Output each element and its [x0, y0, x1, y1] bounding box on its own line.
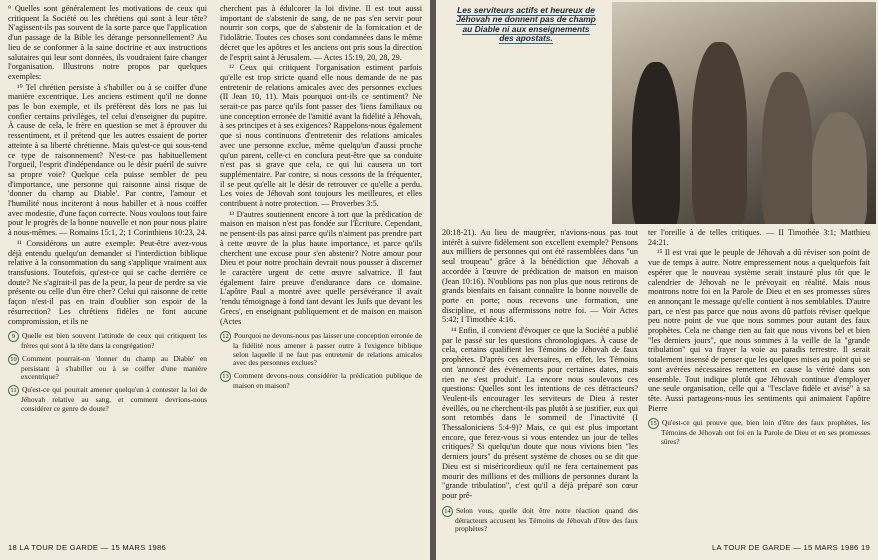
paragraph-14: ¹⁴ Enfin, il convient d'évoquer ce que la Société a publié par le passé sur les questions chronologiques. À cause de cela, certains qualifient les Témoins de Jéhovah de faux prophètes. D'après ces adversaires, en effet, les Témoins ont 'annoncé des événements pour certaines dates, mais rien ne s'est produit'. La encore nous soulevons ces questions: Quelles sont les intentions de ces détracteurs? Veulent-ils encourager les serviteurs de Dieu à rester éveillés, ou ne cherchent-ils pas plutôt à se justifier, eux qui sont retombés dans le sommeil de l'inactivité (I Thessaloniciens 5:4-9)? Mais, ce qui est plus important encore, que ferez-vous si vous entendez un jour de telles critiques? Si quelqu'un doute que nous vivions bien "les derniers jours" du présent système de choses ou se dit que Dieu est si miséricordieux qu'il ne fera certainement pas mourir des millions et des millions de personnes durant la "grande tribulation", c'est qu'il a déjà préparé son cœur pour prê-	[442, 326, 638, 500]
question-number: 10	[8, 354, 19, 365]
question-number: 11	[8, 385, 19, 396]
right-page	[436, 0, 878, 560]
paragraph-13-cont: 20:18-21). Au lieu de maugréer, n'avions-nous pas tout intérêt à suivre fidèlement son excellent exemple? Pensons aux milliers de personnes qui ont été rassemblées dans "un seul troupeau" grâce à la bénédiction que Jéhovah a accordée à l'œuvre de prédication de maison en maison (Jean 10:16). N'oublions pas non plus que nous retirons de grands bienfaits en faisant connaître la bonne nouvelle de porte en porte; nous recevons une formation, une discipline, et nous affermissons notre foi. — Voir Actes 5:42; I Timothée 4:16.	[442, 228, 638, 325]
question-item	[8, 385, 207, 413]
question-text: Qu'est-ce qui pourrait amener quelqu'un à contester la loi de Jéhovah relative au sang, et comment devrions-nous considérer ce genre de doute?	[21, 384, 207, 413]
person-figure	[632, 62, 680, 224]
question-text: Quelle est bien souvent l'attitude de ceux qui critiquent les frères qui sont à la tête dans la congrégation?	[21, 331, 207, 351]
person-figure	[692, 42, 747, 224]
questions-block	[648, 418, 870, 446]
paragraph-10: ¹⁰ Tel chrétien persiste à s'habiller ou à se coiffer d'une manière excentrique. Les anciens estiment qu'il ne donne pas le bon exemple, et ils préfèrent dès lors ne pas lui confier certains privilèges, tel celui d'enseigner du pupitre. À cause de cela, le frère en question se met à éprouver du ressentiment, et il prétend que les autres essaient de porter atteinte à sa liberté chrétienne. Mais qu'est-ce qui sous-tend ce type de raisonnement? N'est-ce pas habituellement l'orgueil, l'esprit d'indépendance ou le désir puéril de suivre sa propre voie? Quelque cela puisse sembler de peu d'importance, une personne qui raisonne ainsi risque de 'donner du champ au Diable'. Par contre, l'amour et l'humilité nous inciteront à nous habiller et à nous coiffer avec modestie, d'une façon correcte. Nous voulons tout faire pour le progrès de la bonne nouvelle et non pour nous plaire à nous-mêmes. — Romains 15:1, 2; 1 Corinthiens 10:23, 24.	[8, 82, 207, 238]
person-figure	[762, 72, 812, 224]
left-page	[0, 0, 430, 560]
questions-block	[8, 331, 207, 413]
question-text: Pourquoi ne devons-nous pas laisser une conception erronée de la fidélité nous amener à passer outre à l'exigence biblique selon laquelle il ne faut pas entretenir de relations amicales avec des personnes exclues?	[233, 331, 422, 368]
question-item	[220, 331, 422, 368]
page-footer: 18 LA TOUR DE GARDE — 15 MARS 1986	[8, 543, 167, 552]
left-column-1	[8, 4, 207, 416]
question-number: 12	[220, 331, 231, 342]
page-footer: LA TOUR DE GARDE — 15 MARS 1986 19	[711, 543, 870, 552]
question-text: Comment pourrait-on 'donner du champ au Diable' en persistant à s'habiller ou à se coiffer d'une manière excentrique?	[21, 353, 207, 382]
person-figure	[812, 112, 867, 224]
photo-caption: Les serviteurs actifs et heureux de Jéhovah ne donnent pas de champ au Diable ni aux enseignements des apostats.	[456, 5, 596, 44]
question-number: 14	[442, 506, 453, 517]
left-column-2	[220, 4, 422, 394]
paragraph-13: ¹³ D'autres soutiennent encore à tort que la prédication de maison en maison n'est pas fondée sur l'Écriture. Cependant, ne pensent-ils pas ainsi parce qu'ils n'aiment pas prendre part à cette œuvre de la plus haute importance, et parce qu'ils cherchent une excuse pour s'en abstenir? Notre amour pour Dieu et pour notre prochain devrait nous pousser à discerner le caractère urgent de cette œuvre salvatrice. Il faut également faire preuve d'endurance dans ce domaine. L'apôtre Paul a montré avec quelle persévérance il avait 'rendu témoignage à fond tant devant les Juifs que devant les Grecs', en enseignant publiquement et de maison en maison (Actes	[220, 209, 422, 326]
questions-block	[220, 331, 422, 390]
question-text: Qu'est-ce qui prouve que, bien loin d'être des faux prophètes, les Témoins de Jéhovah ont foi en la Parole de Dieu et en ses promesses sûres?	[661, 418, 870, 446]
question-item	[220, 371, 422, 391]
paragraph-14-cont: ter l'oreille à de telles critiques. — II Timothée 3:1; Matthieu 24:21.	[648, 228, 870, 247]
photo-illustration	[612, 2, 876, 224]
question-text: Comment devons-nous considérer la prédication publique de maison en maison?	[233, 370, 422, 390]
right-column-2	[648, 228, 870, 450]
question-number: 15	[648, 418, 659, 429]
right-column-1	[442, 228, 638, 537]
paragraph-12: ¹² Ceux qui critiquent l'organisation estiment parfois qu'elle est trop stricte quand elle nous demande de ne pas entretenir de relations amicales avec des personnes exclues (II Jean 10, 11). Mais pourquoi ont-ils ce sentiment? Ne serait-ce pas parce qu'ils font passer des 'liens familiaux ou une conception erronée de l'amitié avant la fidélité à Jéhovah, à ses principes et à ses exigences? Rappelons-nous également que si nous continuons d'entretenir des relations amicales avec une personne exclue, même quelqu'un d'aussi proche qu'un parent, celle-ci en conclura peut-être que sa conduite n'est pas si grave que cela, ce qui lui causera un tort supplémentaire. Par contre, si nous cessons de la fréquenter, il se peut qu'elle ait le désir de retrouver ce qu'elle a perdu. Les voies de Jéhovah sont toujours les meilleures, et elles contribuent à notre protection. — Proverbes 3:5.	[220, 63, 422, 209]
question-text: Selon vous, quelle doit être notre réaction quand des détracteurs accusent les Témoins de Jéhovah d'être des faux prophètes?	[455, 505, 638, 534]
question-item	[8, 331, 207, 351]
question-number: 13	[220, 371, 231, 382]
paragraph-9: ⁹ Quelles sont généralement les motivations de ceux qui critiquent la Société ou les chrétiens qui sont à leur tête? N'agissent-ils pas souvent de la sorte parce que l'application d'un passage de la Bible les dérange personnellement? Au lieu de se conformer à la saine doctrine et aux instructions salutaires qui leur sont données, ils voudraient faire changer l'organisation. Illustrons notre propos par quelques exemples:	[8, 4, 207, 81]
paragraph-11-cont: cherchent pas à édulcorer la loi divine. Il est tout aussi important de s'abstenir de sang, de ne pas s'en servir pour nourrir son corps, que de s'abstenir de la fornication et de l'idolâtrie. Toutes ces choses sont condamnées dans le même décret que les apôtres et les anciens ont pris sous la direction de l'esprit saint à Jérusalem. — Actes 15:19, 20, 28, 29.	[220, 4, 422, 62]
question-item	[648, 418, 870, 446]
question-number: 9	[8, 331, 19, 342]
paragraph-11: ¹¹ Considérons un autre exemple: Peut-être avez-vous déjà entendu quelqu'un demander si l'interdiction biblique relative à la consommation du sang s'applique vraiment aux transfusions. Toutefois, qu'est-ce qui se cache derrière ce doute? Ne s'agirait-il pas de la peur, la peur de perdre sa vie présente ou celle d'un être cher? Celui qui raisonne de cette façon n'est-il pas en train d'oublier son espoir de la résurrection? Les chrétiens fidèles ne font aucune compromission, et ils ne	[8, 238, 207, 326]
questions-block	[442, 506, 638, 534]
paragraph-15: ¹⁵ Il est vrai que le peuple de Jéhovah a dû réviser son point de vue de temps à autre. Notre empressement nous a quelquefois fait espérer que le nouveau système serait instauré plus tôt que le calendrier de Jéhovah ne le prévoyait en réalité. Mais nous montrons notre foi en la Parole de Dieu et en ses promesses sûres en annonçant le message qu'elle contient à nos semblables. D'autre part, ce n'est pas parce que nous avons dû parfois réviser quelque peu notre point de vue que nous sommes pour autant des faux prophètes. Cela ne change rien au fait que nous vivons bel et bien "les derniers jours", que nous sommes à la veille de la "grande tribulation" qui va frayer la voie au paradis terrestre. Il serait totalement insensé de penser que les quelques mises au point qui se sont avérées nécessaires remettent en cause la vérité dans son ensemble. Tout indique plutôt que Jéhovah continue d'employer une seule organisation, celle qui a "l'esclave fidèle et avisé" à sa tête. Aussi partageons-nous les sentiments qui animaient l'apôtre Pierre	[648, 248, 870, 413]
question-item	[442, 506, 638, 534]
question-item	[8, 354, 207, 382]
